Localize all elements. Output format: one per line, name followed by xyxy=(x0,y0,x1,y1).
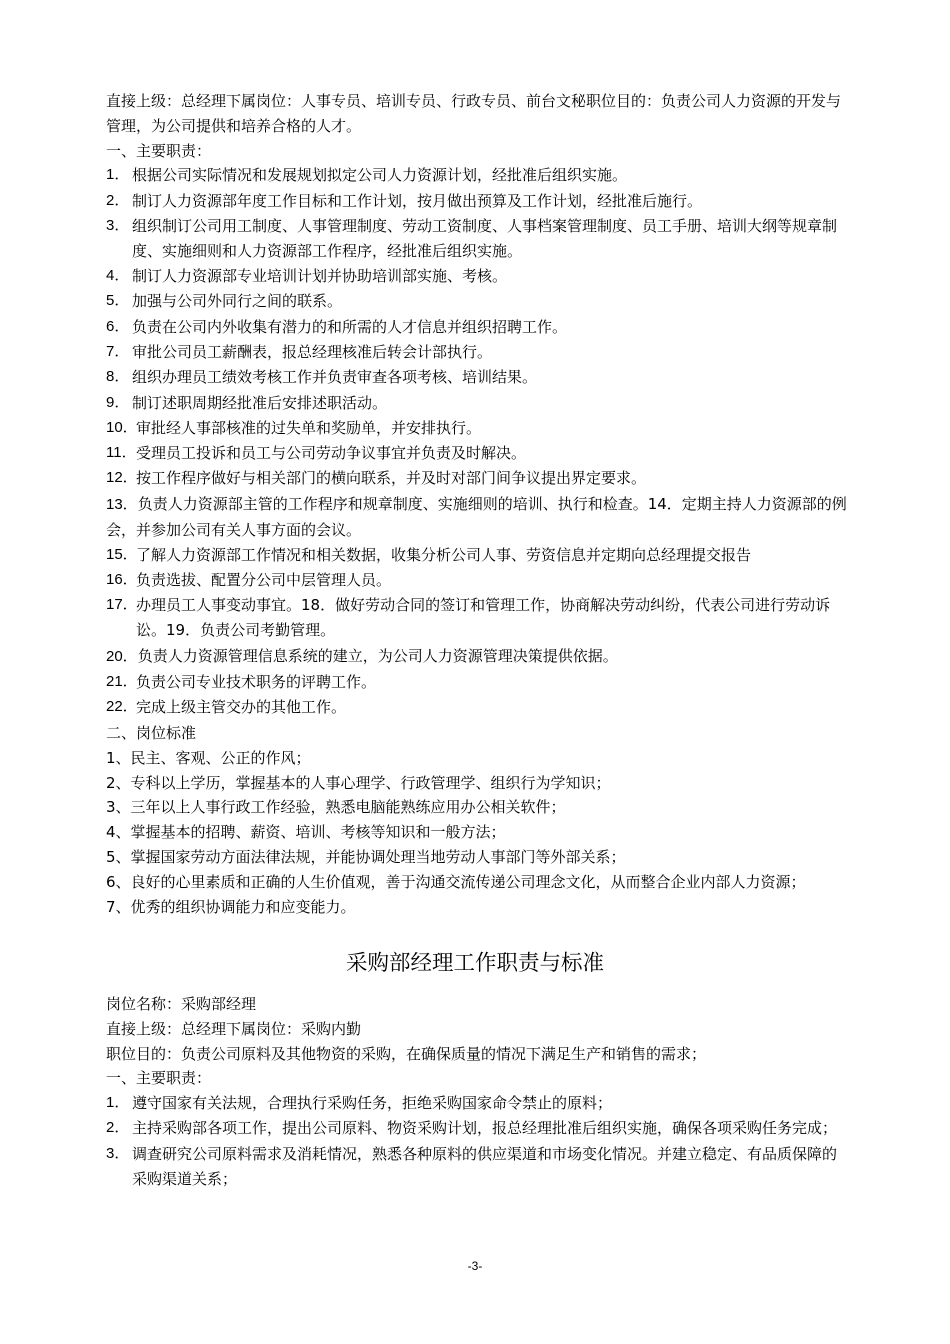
standard-item: 4、掌握基本的招聘、薪资、培训、考核等知识和一般方法； xyxy=(106,823,506,842)
hr-standards-heading: 二、岗位标准 xyxy=(106,723,197,742)
section-title: 采购部经理工作职责与标准 xyxy=(345,951,604,976)
duty-number: 6． xyxy=(106,317,130,335)
duty-item xyxy=(106,1091,851,1116)
purchasing-duties-heading: 一、主要职责： xyxy=(106,1069,212,1088)
hr-intro: 直接上级：总经理下属岗位：人事专员、培训专员、行政专员、前台文秘职位目的：负责公司人力资源的开发与管理，为公司提供和培养合格的人才。 xyxy=(106,92,842,135)
duty-text: 负责公司专业技术职务的评聘工作。 xyxy=(136,672,377,691)
duty-text: 了解人力资源部工作情况和相关数据，收集分析公司人事、劳资信息并定期向总经理提交报告 xyxy=(136,545,752,564)
section-purchasing-body xyxy=(106,992,851,1192)
duty-text: 审批公司员工薪酬表，报总经理核准后转会计部执行。 xyxy=(132,342,493,361)
purpose-line: 职位目的：负责公司原料及其他物资的采购，在确保质量的情况下满足生产和销售的需求； xyxy=(106,1044,707,1063)
duty-text: 遵守国家有关法规，合理执行采购任务，拒绝采购国家命令禁止的原料； xyxy=(132,1094,613,1113)
duty-text: 组织制订公司用工制度、人事管理制度、劳动工资制度、人事档案管理制度、员工手册、培训大纲等规章制度、实施细则和人力资源部工作程序，经批准后组织实施。 xyxy=(132,216,838,260)
duty-item xyxy=(106,289,851,314)
duty-item xyxy=(106,1116,851,1141)
duty-text: 加强与公司外同行之间的联系。 xyxy=(132,292,343,311)
duty-number: 3． xyxy=(106,216,130,234)
duty-item xyxy=(106,1142,851,1192)
duty-number: 17． xyxy=(106,596,138,614)
duty-text: 完成上级主管交办的其他工作。 xyxy=(136,698,347,717)
standard-item: 6、良好的心里素质和正确的人生价值观，善于沟通交流传递公司理念文化，从而整合企业内部人力资源； xyxy=(106,872,806,891)
duty-item xyxy=(106,492,851,543)
duty-item xyxy=(106,365,851,390)
duty-number: 16． xyxy=(106,571,138,589)
duty-number: 3． xyxy=(106,1144,130,1162)
duty-item xyxy=(106,340,851,365)
hr-standards-list xyxy=(106,746,851,920)
standard-item: 5、掌握国家劳动方面法律法规，并能协调处理当地劳动人事部门等外部关系； xyxy=(106,847,626,866)
duty-text: 调查研究公司原料需求及消耗情况，熟悉各种原料的供应渠道和市场变化情况。并建立稳定、有品质保障的采购渠道关系； xyxy=(132,1144,838,1188)
duty-item xyxy=(106,644,851,670)
duty-text: 根据公司实际情况和发展规划拟定公司人力资源计划，经批准后组织实施。 xyxy=(132,166,628,185)
duty-item xyxy=(106,189,851,214)
standard-item: 7、优秀的组织协调能力和应变能力。 xyxy=(106,897,356,916)
duty-text: 主持采购部各项工作，提出公司原料、物资采购计划，报总经理批准后组织实施，确保各项采购任务完成； xyxy=(132,1119,838,1138)
duty-text: 负责人力资源管理信息系统的建立，为公司人力资源管理决策提供依据。 xyxy=(137,646,618,665)
duty-text: 办理员工人事变动事宜。18．做好劳动合同的签订和管理工作，协商解决劳动纠纷，代表公司进行劳动诉讼。19．负责公司考勤管理。 xyxy=(136,596,831,640)
duty-text: 审批经人事部核准的过失单和奖励单，并安排执行。 xyxy=(136,418,482,437)
duty-item xyxy=(106,214,851,264)
duty-text: 负责选拔、配置分公司中层管理人员。 xyxy=(136,571,392,590)
position-name: 岗位名称：采购部经理 xyxy=(106,995,257,1013)
duty-number: 4． xyxy=(106,267,130,285)
duty-number: 20． xyxy=(106,647,138,665)
standard-item: 1、民主、客观、公正的作风； xyxy=(106,748,311,767)
duty-item xyxy=(106,315,851,340)
duty-number: 11． xyxy=(106,444,137,462)
duty-number: 22． xyxy=(106,698,138,716)
duty-text: 负责人力资源部主管的工作程序和规章制度、实施细则的培训、执行和检查。14．定期主持人力资源部的例会，并参加公司有关人事方面的会议。 xyxy=(106,494,847,539)
duty-text: 组织办理员工绩效考核工作并负责审查各项考核、培训结果。 xyxy=(132,368,538,387)
standard-item: 3、三年以上人事行政工作经验，熟悉电脑能熟练应用办公相关软件； xyxy=(106,798,566,817)
duty-number: 2． xyxy=(106,1119,130,1137)
duty-text: 受理员工投诉和员工与公司劳动争议事宜并负责及时解决。 xyxy=(136,444,527,463)
purchasing-duties-list xyxy=(106,1091,851,1191)
duty-number: 5． xyxy=(106,292,130,310)
duty-item xyxy=(106,391,851,416)
duty-number: 13． xyxy=(106,495,138,513)
page-number: -3- xyxy=(467,1259,483,1273)
duty-number: 15． xyxy=(106,545,138,563)
duty-number: 1． xyxy=(106,1094,130,1112)
duty-item xyxy=(106,264,851,289)
duty-number: 8． xyxy=(106,368,130,386)
duty-text: 负责在公司内外收集有潜力的和所需的人才信息并组织招聘工作。 xyxy=(132,317,568,336)
duty-number: 7． xyxy=(106,342,130,360)
duty-item xyxy=(106,416,851,441)
duty-item xyxy=(106,163,851,188)
duty-number: 10． xyxy=(106,418,138,436)
duty-text: 制订人力资源部年度工作目标和工作计划，按月做出预算及工作计划，经批准后施行。 xyxy=(132,191,703,210)
duty-number: 21． xyxy=(106,672,138,690)
superior-line: 直接上级：总经理下属岗位：采购内勤 xyxy=(106,1019,362,1038)
hr-duties-heading: 一、主要职责： xyxy=(106,141,212,160)
duty-item xyxy=(106,695,851,720)
standard-item: 2、专科以上学历，掌握基本的人事心理学、行政管理学、组织行为学知识； xyxy=(106,773,611,792)
duty-text: 按工作程序做好与相关部门的横向联系，并及时对部门间争议提出界定要求。 xyxy=(136,469,647,488)
duty-number: 2． xyxy=(106,191,130,209)
duty-number: 12． xyxy=(106,469,138,487)
duty-text: 制订人力资源部专业培训计划并协助培训部实施、考核。 xyxy=(132,267,508,286)
section-hr-body xyxy=(106,89,851,919)
duty-text: 制订述职周期经批准后安排述职活动。 xyxy=(132,393,388,412)
duty-item xyxy=(106,568,851,593)
hr-duties-list xyxy=(106,163,851,720)
duty-item xyxy=(106,593,851,643)
duty-item xyxy=(106,543,851,568)
duty-item xyxy=(106,670,851,695)
duty-item xyxy=(106,441,851,466)
duty-item xyxy=(106,466,851,491)
duty-number: 1． xyxy=(106,166,130,184)
duty-number: 9． xyxy=(106,393,130,411)
